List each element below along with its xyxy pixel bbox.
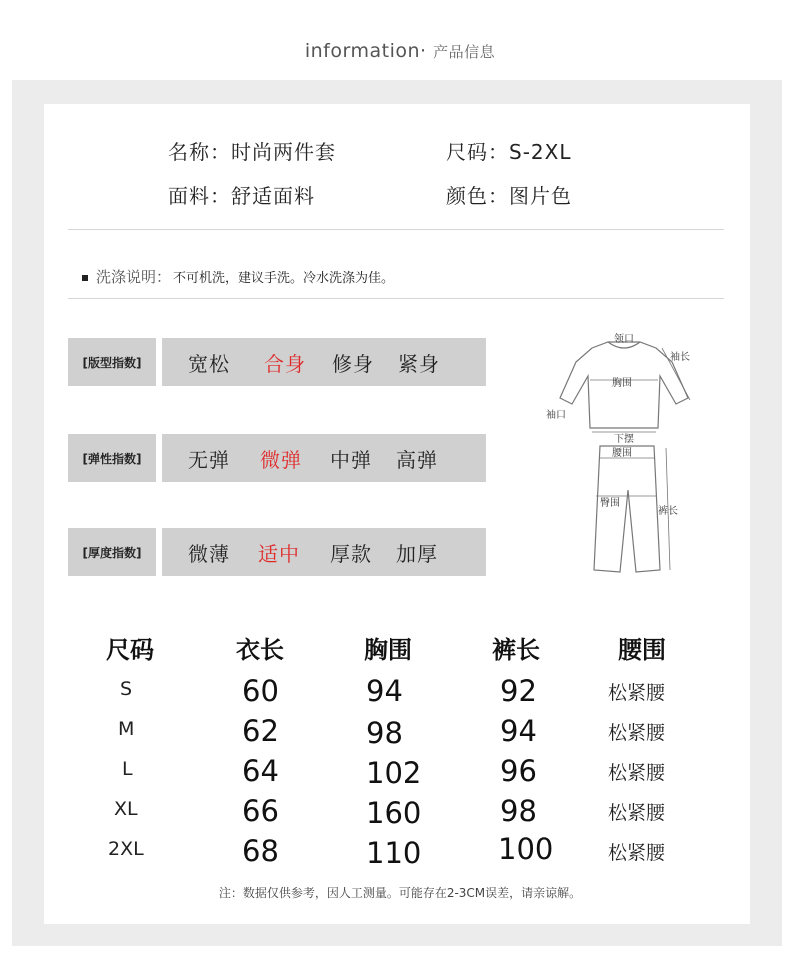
measurement-note: 注：数据仅供参考，因人工测量。可能存在2-3CM误差，请亲谅解。 (218, 886, 582, 900)
table-cell-size: M (118, 718, 135, 740)
stretch-option-none: 无弹 (188, 448, 230, 472)
table-cell-pants: 96 (500, 754, 537, 788)
divider-top (68, 229, 724, 230)
stretch-index-options (162, 434, 486, 482)
table-cell-chest: 98 (366, 716, 403, 750)
table-cell-length: 60 (242, 674, 279, 708)
diagram-label-cuff: 袖口 (546, 410, 566, 421)
table-cell-waist: 松紧腰 (608, 682, 666, 704)
table-header-pants-length: 裤长 (492, 636, 540, 664)
fit-option-slim: 修身 (332, 352, 374, 376)
diagram-label-chest: 胸围 (612, 378, 632, 389)
product-color: 颜色：图片色 (446, 184, 572, 208)
diagram-label-sleeve-length: 袖长 (670, 352, 690, 363)
table-header-length: 衣长 (236, 636, 284, 664)
page-title (0, 40, 800, 62)
title-en: information· (304, 40, 427, 62)
product-name: 名称：时尚两件套 (168, 140, 336, 164)
measurement-diagram (530, 320, 730, 590)
diagram-label-waist: 腰围 (612, 448, 632, 459)
table-cell-pants: 94 (500, 714, 537, 748)
table-header-waist: 腰围 (618, 636, 666, 664)
bullet-icon (82, 275, 88, 281)
table-cell-chest: 160 (366, 796, 422, 830)
divider-bottom (68, 298, 724, 299)
table-header-chest: 胸围 (364, 636, 412, 664)
thickness-option-thin: 微薄 (188, 542, 230, 566)
thickness-index-label: [厚度指数] (68, 528, 156, 576)
table-cell-pants: 98 (500, 794, 537, 828)
fit-index-options (162, 338, 486, 386)
thickness-index-options (162, 528, 486, 576)
title-cn: 产品信息 (433, 43, 496, 61)
table-cell-length: 64 (242, 754, 279, 788)
table-cell-length: 66 (242, 794, 279, 828)
product-fabric: 面料：舒适面料 (168, 184, 315, 208)
table-cell-size: 2XL (108, 838, 144, 860)
table-cell-waist: 松紧腰 (608, 722, 666, 744)
thickness-option-thick: 厚款 (330, 542, 372, 566)
table-cell-chest: 102 (366, 756, 422, 790)
table-cell-waist: 松紧腰 (608, 842, 666, 864)
fit-index-label: [版型指数] (68, 338, 156, 386)
stretch-option-slight: 微弹 (260, 448, 302, 472)
stretch-option-medium: 中弹 (330, 448, 372, 472)
diagram-label-collar: 领口 (614, 334, 634, 345)
table-cell-chest: 110 (366, 836, 422, 870)
stretch-index-label: [弹性指数] (68, 434, 156, 482)
table-header-size: 尺码 (106, 636, 154, 664)
fit-option-regular: 合身 (264, 352, 306, 376)
wash-instructions (82, 266, 394, 287)
product-size-range: 尺码：S-2XL (446, 140, 572, 164)
thickness-option-medium: 适中 (258, 542, 300, 566)
table-cell-length: 62 (242, 714, 279, 748)
table-cell-size: S (120, 678, 133, 700)
table-cell-pants: 100 (498, 832, 554, 866)
table-cell-size: XL (114, 798, 138, 820)
table-cell-length: 68 (242, 834, 279, 868)
table-cell-waist: 松紧腰 (608, 802, 666, 824)
fit-option-loose: 宽松 (188, 352, 230, 376)
diagram-label-hem: 下摆 (614, 434, 634, 445)
diagram-label-pants-length: 裤长 (658, 506, 678, 517)
stretch-option-high: 高弹 (396, 448, 438, 472)
table-cell-waist: 松紧腰 (608, 762, 666, 784)
wash-label: 洗涤说明： (96, 268, 172, 286)
diagram-label-hip: 臀围 (600, 498, 620, 509)
thickness-option-extra-thick: 加厚 (396, 542, 438, 566)
table-cell-size: L (122, 758, 133, 780)
table-cell-pants: 92 (500, 674, 537, 708)
table-cell-chest: 94 (366, 674, 403, 708)
fit-option-tight: 紧身 (398, 352, 440, 376)
wash-text: 不可机洗，建议手洗。冷水洗涤为佳。 (173, 271, 395, 286)
